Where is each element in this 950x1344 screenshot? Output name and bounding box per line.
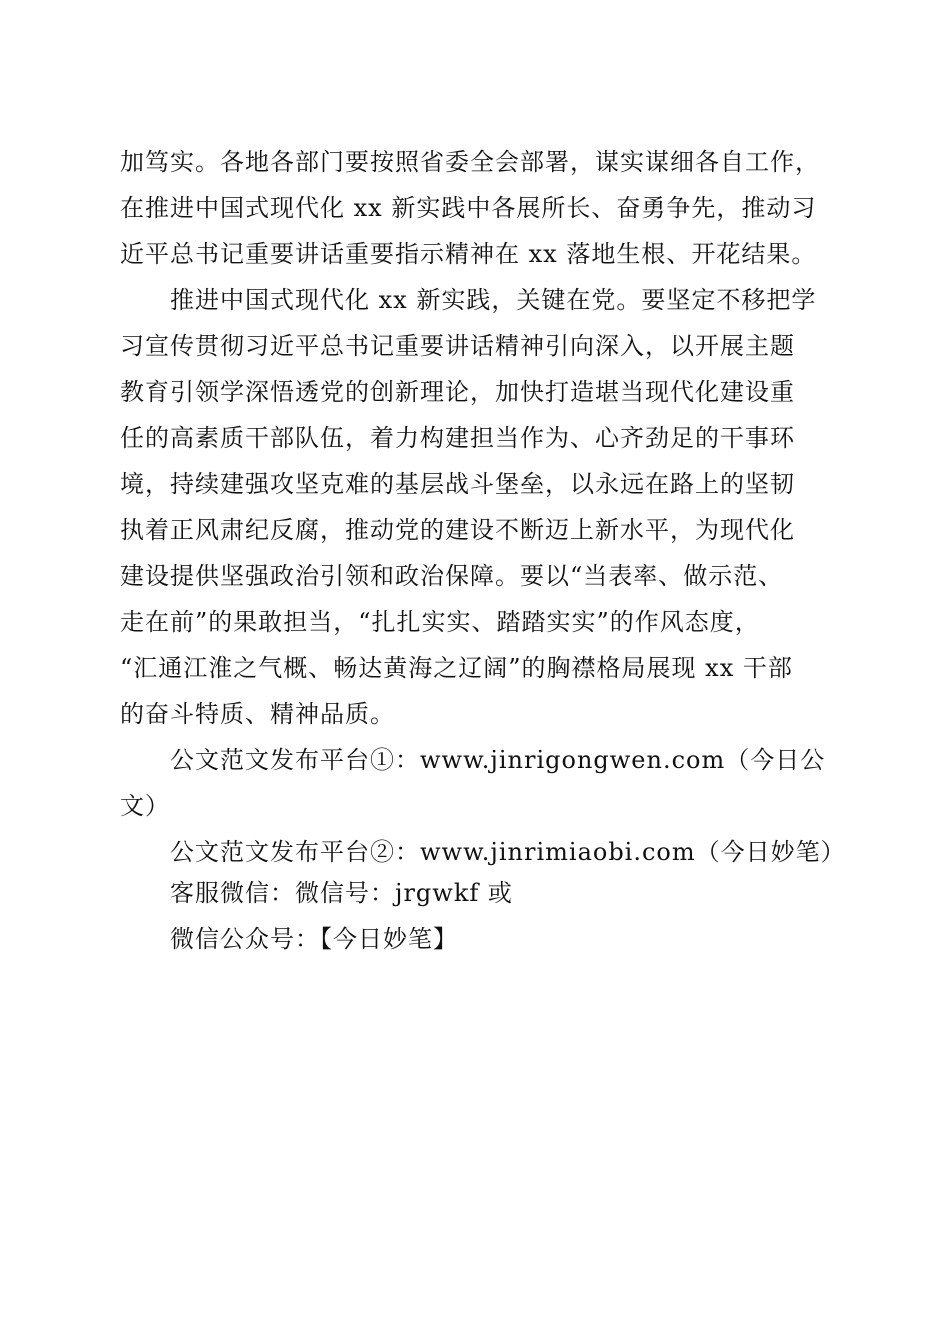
paragraph-2-line-1: 推进中国式现代化 xx 新实践，关键在党。要坚定不移把学 <box>170 286 817 314</box>
paragraph-2-line-10: 的奋斗特质、精神品质。 <box>120 700 395 728</box>
paragraph-1-line-2: 在推进中国式现代化 xx 新实践中各展所长、奋勇争先，推动习 <box>120 194 817 222</box>
paragraph-2-line-8: 走在前”的果敢担当，“扎扎实实、踏踏实实”的作风态度， <box>120 608 760 636</box>
platform-1-line-2: 文） <box>120 792 170 820</box>
public-account: 微信公众号：【今日妙笔】 <box>170 925 458 953</box>
paragraph-2-line-6: 执着正风肃纪反腐，推动党的建设不断迈上新水平，为现代化 <box>120 516 795 544</box>
paragraph-1-line-1: 加笃实。各地各部门要按照省委全会部署，谋实谋细各自工作， <box>120 148 820 176</box>
paragraph-2-line-5: 境，持续建强攻坚克难的基层战斗堡垒，以永远在路上的坚韧 <box>120 470 795 498</box>
paragraph-2-line-9: “汇通江淮之气概、畅达黄海之辽阔”的胸襟格局展现 xx 干部 <box>120 654 793 682</box>
platform-1-line-1: 公文范文发布平台①：www.jinrigongwen.com（今日公 <box>170 746 826 774</box>
service-wechat: 客服微信：微信号：jrgwkf 或 <box>170 879 513 907</box>
paragraph-2-line-4: 任的高素质干部队伍，着力构建担当作为、心齐劲足的干事环 <box>120 424 795 452</box>
paragraph-1-line-3: 近平总书记重要讲话重要指示精神在 xx 落地生根、开花结果。 <box>120 240 817 268</box>
platform-2: 公文范文发布平台②：www.jinrimiaobi.com（今日妙笔） <box>170 838 846 866</box>
paragraph-2-line-3: 教育引领学深悟透党的创新理论，加快打造堪当现代化建设重 <box>120 378 795 406</box>
paragraph-2-line-7: 建设提供坚强政治引领和政治保障。要以“当表率、做示范、 <box>120 562 784 590</box>
paragraph-2-line-2: 习宣传贯彻习近平总书记重要讲话精神引向深入，以开展主题 <box>120 332 795 360</box>
